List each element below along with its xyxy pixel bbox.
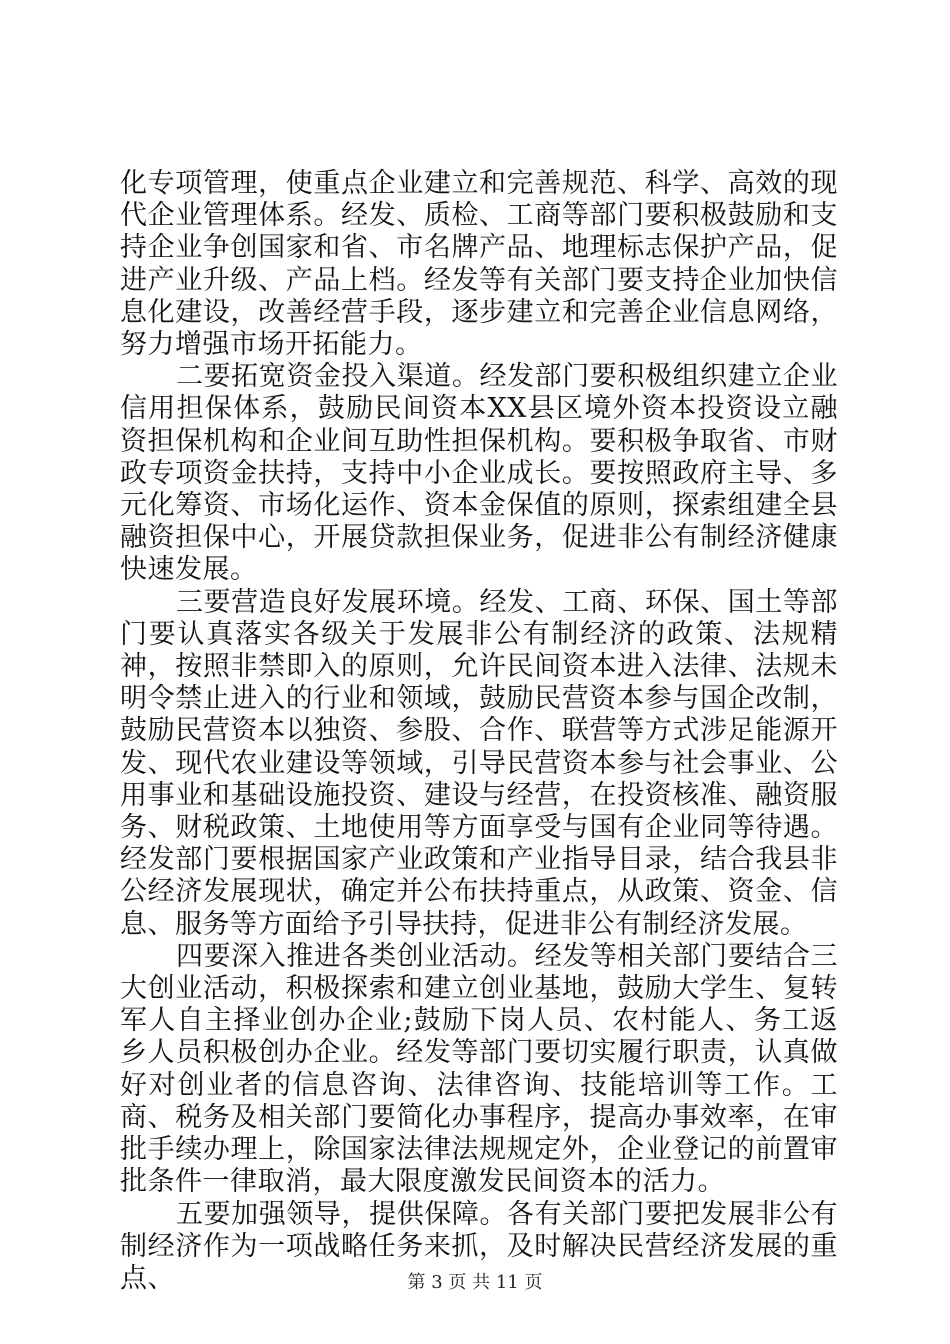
paragraph-continuation: 化专项管理，使重点企业建立和完善规范、科学、高效的现代企业管理体系。经发、质检、工商等部门要积极鼓励和支持企业争创国家和省、市名牌产品、地理标志保护产品，促进产业升级、产品上档。经发等有关部门要支持企业加快信息化建设，改善经营手段，逐步建立和完善企业信息网络，努力增强市场开拓能力。 bbox=[120, 168, 838, 361]
paragraph-leadership: 五要加强领导，提供保障。各有关部门要把发展非公有制经济作为一项战略任务来抓，及时解决民营经济发展的重点、 bbox=[120, 1198, 838, 1294]
page-number-footer: 第 3 页 共 11 页 bbox=[407, 1272, 543, 1293]
paragraph-funding-channels: 二要拓宽资金投入渠道。经发部门要积极组织建立企业信用担保体系，鼓励民间资本XX县区境外资本投资设立融资担保机构和企业间互助性担保机构。要积极争取省、市财政专项资金扶持，支持中小企业成长。要按照政府主导、多元化筹资、市场化运作、资本金保值的原则，探索组建全县融资担保中心，开展贷款担保业务，促进非公有制经济健康快速发展。 bbox=[120, 361, 838, 586]
paragraph-entrepreneurship: 四要深入推进各类创业活动。经发等相关部门要结合三大创业活动，积极探索和建立创业基地，鼓励大学生、复转军人自主择业创办企业;鼓励下岗人员、农村能人、务工返乡人员积极创办企业。经发等部门要切实履行职责，认真做好对创业者的信息咨询、法律咨询、技能培训等工作。工商、税务及相关部门要简化办事程序，提高办事效率，在审批手续办理上，除国家法律法规规定外，企业登记的前置审批条件一律取消，最大限度激发民间资本的活力。 bbox=[120, 940, 838, 1198]
paragraph-development-environment: 三要营造良好发展环境。经发、工商、环保、国土等部门要认真落实各级关于发展非公有制经济的政策、法规精神，按照非禁即入的原则，允许民间资本进入法律、法规未明令禁止进入的行业和领域，鼓励民营资本参与国企改制，鼓励民营资本以独资、参股、合作、联营等方式涉足能源开发、现代农业建设等领域，引导民营资本参与社会事业、公用事业和基础设施投资、建设与经营，在投资核准、融资服务、财税政策、土地使用等方面享受与国有企业同等待遇。经发部门要根据国家产业政策和产业指导目录，结合我县非公经济发展现状，确定并公布扶持重点，从政策、资金、信息、服务等方面给予引导扶持，促进非公有制经济发展。 bbox=[120, 586, 838, 940]
document-body bbox=[120, 168, 838, 1295]
